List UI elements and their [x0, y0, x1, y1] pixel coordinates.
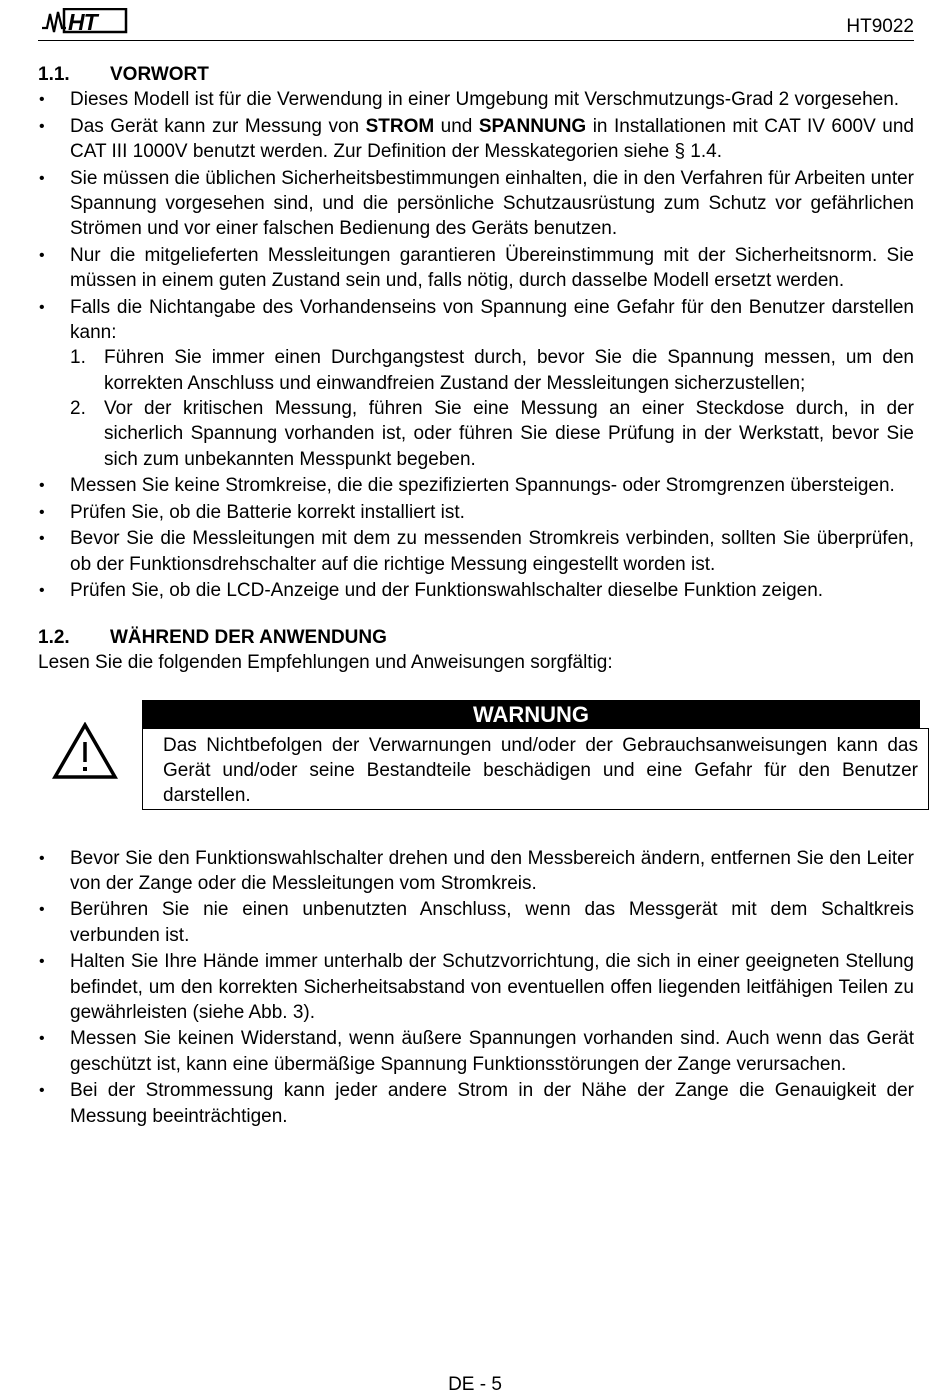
section-heading-1 — [38, 62, 914, 87]
ht-logo — [40, 8, 130, 34]
item-text: Das Gerät kann zur Messung von — [70, 115, 366, 137]
item-text: Dieses Modell ist für die Verwendung in einer Umgebung mit Verschmutzungs-Grad 2 vorgesehen. — [70, 89, 900, 111]
numbered-item — [70, 345, 914, 396]
model-name: HT9022 — [846, 16, 914, 37]
item-text: Falls die Nichtangabe des Vorhandenseins von Spannung eine Gefahr für den Benutzer darstellen kann: — [70, 296, 914, 344]
item-text: Bevor Sie die Messleitungen mit dem zu messenden Stromkreis verbinden, sollten Sie überprüfen, ob der Funktionsdrehschalter auf die richtige Messung eingestellt worden ist. — [70, 528, 914, 575]
item-number: 2. — [70, 398, 86, 420]
numbered-item — [70, 396, 914, 472]
item-number: 1. — [70, 347, 86, 369]
item-text: Vor der kritischen Messung, führen Sie eine Messung an einer Steckdose durch, in der sicherlich Spannung vorhanden ist, oder führen Sie diese Prüfung in der Werkstatt, bevor Sie sich zum unbekannten Messpunkt begeben. — [104, 398, 914, 470]
section-intro: Lesen Sie die folgenden Empfehlungen und Anweisungen sorgfältig: — [38, 652, 613, 674]
list-item — [38, 114, 914, 165]
list-item — [38, 526, 914, 577]
list-item — [38, 87, 914, 112]
page-content — [38, 62, 918, 1130]
list-item — [38, 897, 914, 948]
item-text: Bevor Sie den Funktionswahlschalter drehen und den Messbereich ändern, entfernen Sie den Leiter von der Zange oder die Messleitungen vom Stromkreis. — [70, 847, 914, 894]
warning-triangle-icon — [52, 722, 118, 780]
section2-bullet-list — [38, 846, 914, 1129]
list-item — [38, 295, 914, 472]
list-item — [38, 166, 914, 242]
item-text: Messen Sie keine Stromkreise, die die spezifizierten Spannungs- oder Stromgrenzen übersteigen. — [70, 475, 895, 497]
item-text: und — [434, 115, 479, 137]
bold-term: SPANNUNG — [478, 115, 587, 137]
item-text: Sie müssen die üblichen Sicherheitsbestimmungen einhalten, die in den Verfahren für Arbeiten unter Spannung vorgesehen sind, und die persönliche Schutzausrüstung zum Schutz vor gefährlichen Strömen und vor einer falschen Bedienung des Geräts benutzen. — [70, 167, 914, 240]
section-title: VORWORT — [110, 64, 209, 85]
warning-block — [38, 700, 918, 818]
numbered-list — [70, 345, 914, 471]
section-number: 1.2. — [38, 626, 70, 648]
section1-bullet-list — [38, 87, 914, 603]
warning-text: Das Nichtbefolgen der Verwarnungen und/oder der Gebrauchsanweisungen kann das Gerät und/oder seine Bestandteile beschädigen und eine Gefahr für den Benutzer darstellen. — [142, 728, 929, 810]
bold-term: STROM — [365, 115, 435, 137]
item-text: Nur die mitgelieferten Messleitungen garantieren Übereinstimmung mit der Sicherheitsnorm. Sie müssen in einem guten Zustand sein und, falls nötig, durch dasselbe Modell ersetzt werden. — [70, 244, 914, 292]
item-text: Berühren Sie nie einen unbenutzten Anschluss, wenn das Messgerät mit dem Schaltkreis verbunden ist. — [70, 899, 914, 946]
list-item — [38, 578, 914, 603]
list-item — [38, 846, 914, 897]
item-text: Prüfen Sie, ob die LCD-Anzeige und der Funktionswahlschalter dieselbe Funktion zeigen. — [70, 580, 824, 602]
item-text: Messen Sie keinen Widerstand, wenn äußere Spannungen vorhanden sind. Auch wenn das Gerät geschützt ist, kann eine übermäßige Spannung Funktionsstörungen der Zange verursachen. — [70, 1028, 914, 1075]
item-text: Prüfen Sie, ob die Batterie korrekt installiert ist. — [70, 501, 465, 523]
item-text: in Installationen mit CAT IV 600V und CAT III 1000V benutzt werden. Zur Definition der Messkategorien siehe § 1.4. — [70, 115, 914, 163]
list-item — [38, 243, 914, 294]
logo-text: HT — [68, 9, 97, 35]
warning-title: WARNUNG — [142, 700, 920, 728]
section-heading-2 — [38, 625, 914, 650]
item-text: Halten Sie Ihre Hände immer unterhalb der Schutzvorrichtung, die sich in einer geeigneten Stellung befindet, um den korrekten Sicherheitsabstand von eventuellen offen liegenden leitfähigen Teilen zu gewährleisten (siehe Abb. 3). — [70, 951, 914, 1023]
list-item — [38, 500, 914, 525]
list-item — [38, 473, 914, 498]
list-item — [38, 1078, 914, 1129]
section-title: WÄHREND DER ANWENDUNG — [110, 626, 387, 648]
list-item — [38, 949, 914, 1025]
page-number: DE - 5 — [448, 1374, 502, 1395]
list-item — [38, 1026, 914, 1077]
item-text: Bei der Strommessung kann jeder andere Strom in der Nähe der Zange die Genauigkeit der Messung beeinträchtigen. — [70, 1080, 914, 1127]
section-number: 1.1. — [38, 64, 70, 85]
item-text: Führen Sie immer einen Durchgangstest durch, bevor Sie die Spannung messen, um den korrekten Anschluss und einwandfreien Zustand der Messleitungen sicherzustellen; — [104, 347, 914, 394]
page-header — [38, 8, 914, 41]
